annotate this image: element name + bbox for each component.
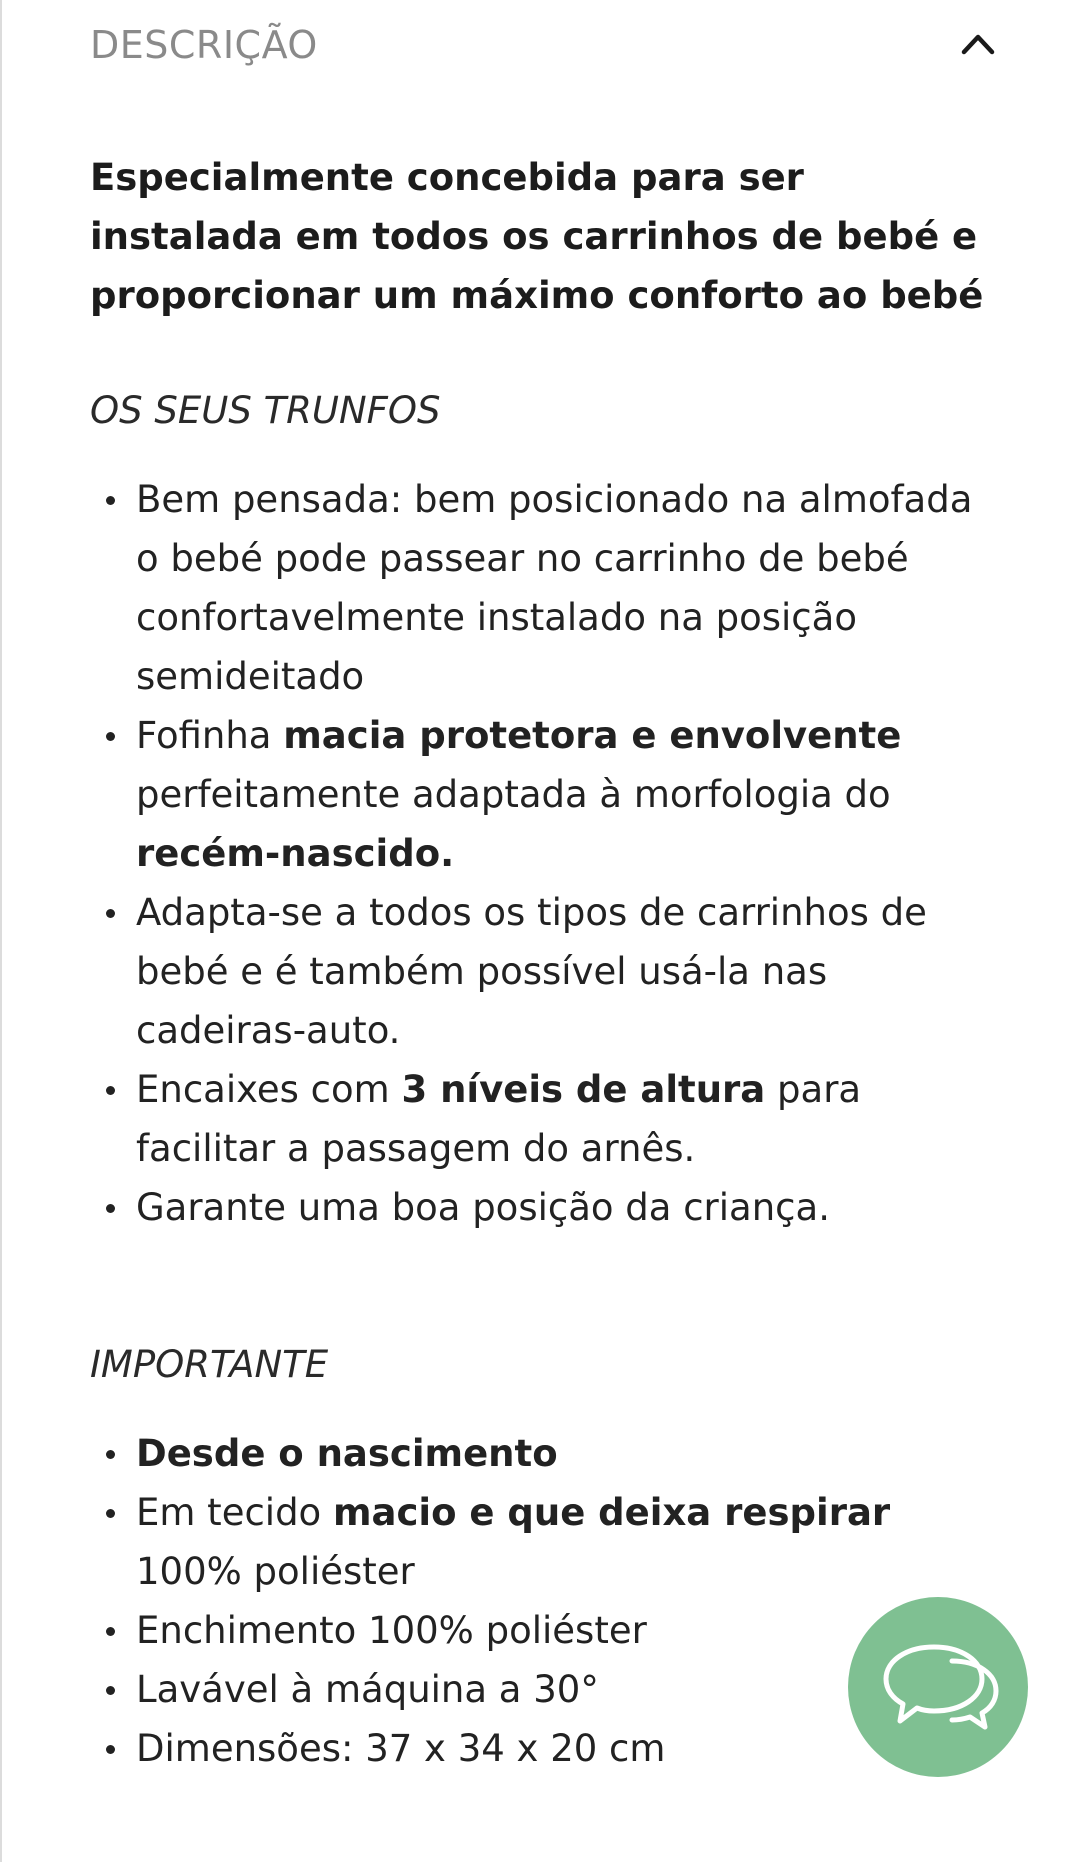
list-item: Fofinha macia protetora e envolvente perfeitamente adaptada à morfologia do recém-nascido. [90, 706, 990, 883]
list-item: Dimensões: 37 x 34 x 20 cm [90, 1719, 990, 1778]
description-content [90, 148, 990, 1778]
lead-paragraph: Especialmente concebida para ser instalada em todos os carrinhos de bebé e proporcionar um máximo conforto ao bebé [90, 156, 984, 317]
list-item: Adapta-se a todos os tipos de carrinhos de bebé e é também possível usá-la nas cadeiras-auto. [90, 883, 990, 1060]
importante-list [90, 1424, 990, 1778]
list-item: Enchimento 100% poliéster [90, 1601, 990, 1660]
chevron-up-icon[interactable] [956, 22, 1000, 66]
chat-button[interactable] [848, 1597, 1028, 1777]
description-accordion-header[interactable] [90, 14, 1000, 74]
trunfos-heading: OS SEUS TRUNFOS [90, 389, 441, 432]
list-item: Em tecido macio e que deixa respirar 100% poliéster [90, 1483, 990, 1601]
importante-heading: IMPORTANTE [90, 1343, 329, 1386]
list-item: Desde o nascimento [90, 1424, 990, 1483]
section-title: DESCRIÇÃO [90, 23, 318, 67]
list-item: Garante uma boa posição da criança. [90, 1178, 990, 1237]
list-item: Bem pensada: bem posicionado na almofada o bebé pode passear no carrinho de bebé confortavelmente instalado na posição semideitado [90, 470, 990, 706]
left-border [0, 0, 2, 1862]
chat-bubbles-icon [870, 1639, 1006, 1739]
list-item: Encaixes com 3 níveis de altura para facilitar a passagem do arnês. [90, 1060, 990, 1178]
list-item: Lavável à máquina a 30° [90, 1660, 990, 1719]
trunfos-list [90, 470, 990, 1237]
